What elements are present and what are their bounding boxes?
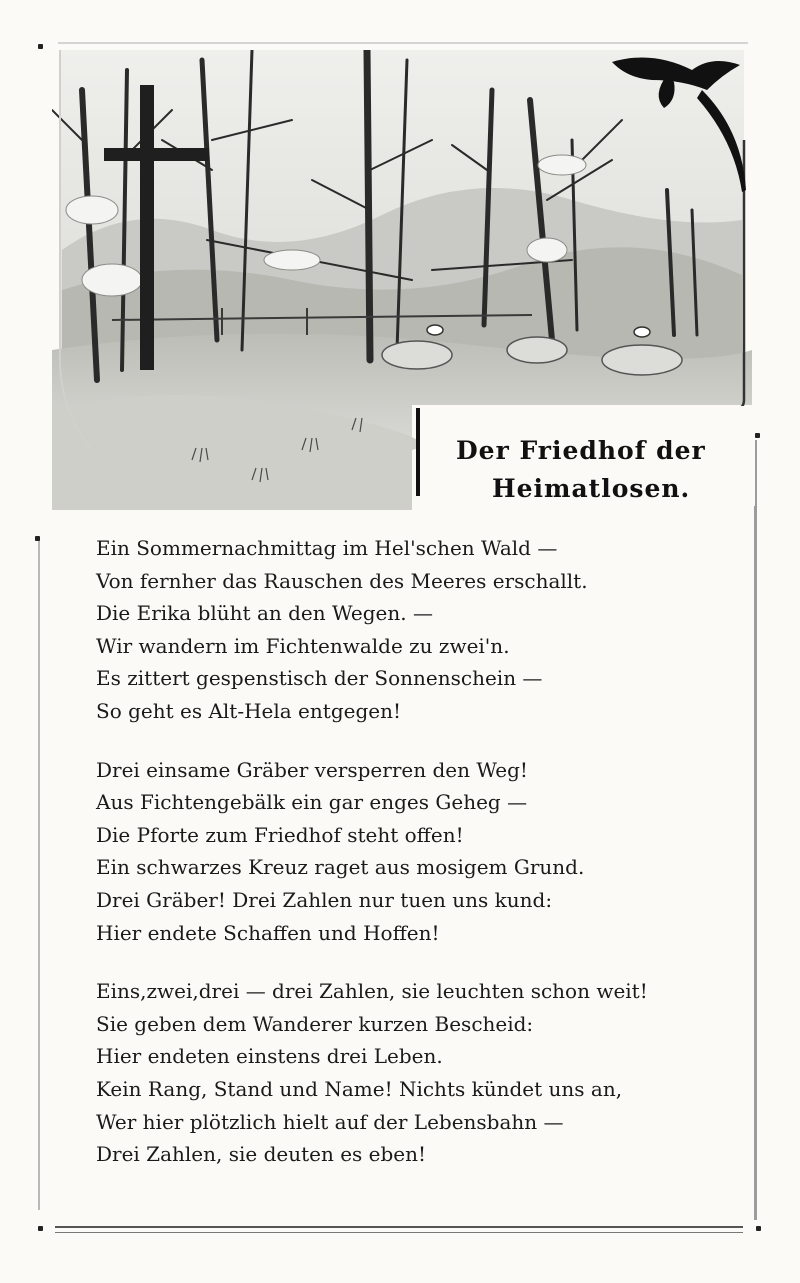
frame-left-line xyxy=(38,540,40,1210)
frame-right-line xyxy=(754,440,757,1220)
poem-line: Aus Fichtengebälk ein gar enges Geheg — xyxy=(96,790,528,815)
poem-line: Sie geben dem Wanderer kurzen Bescheid: xyxy=(96,1011,534,1036)
poem-line: Ein Sommernachmittag im Hel'schen Wald — xyxy=(96,536,558,560)
poem-line: So geht es Alt-Hela entgegen! xyxy=(96,698,402,723)
title-line-1: Der Friedhof der xyxy=(456,436,706,465)
poem-line: Die Erika blüht an den Wegen. — xyxy=(96,601,433,626)
poem-title xyxy=(456,432,746,508)
poem-line: Drei einsame Gräber versperren den Weg! xyxy=(96,757,528,782)
poem-line: Von fernher das Rauschen des Meeres erschallt. xyxy=(96,568,588,593)
poem-line: Wir wandern im Fichtenwalde zu zwei'n. xyxy=(96,633,510,658)
corner-dot xyxy=(35,536,40,541)
poem-line: Hier endeten einstens drei Leben. xyxy=(96,1044,443,1069)
frame-top-line xyxy=(58,42,748,44)
stanza-3 xyxy=(96,975,736,1171)
poem-line: Ein schwarzes Kreuz raget aus mosigem Grund. xyxy=(96,855,585,880)
stanza-2 xyxy=(96,754,736,950)
poem-body xyxy=(96,532,736,1197)
title-line-2: Heimatlosen. xyxy=(492,474,691,503)
poem-line: Drei Zahlen, sie deuten es eben! xyxy=(96,1142,427,1167)
title-accent-bar xyxy=(416,408,420,496)
stanza-1 xyxy=(96,532,736,728)
poem-line: Es zittert gespenstisch der Sonnenschein — xyxy=(96,666,543,691)
poem-line: Hier endete Schaffen und Hoffen! xyxy=(96,920,440,945)
corner-dot xyxy=(756,1226,761,1231)
poem-line: Eins,zwei,drei — drei Zahlen, sie leuchten schon weit! xyxy=(96,979,648,1004)
frame-bottom-line-thin xyxy=(55,1232,743,1233)
poem-line: Kein Rang, Stand und Name! Nichts kündet uns an, xyxy=(96,1076,623,1101)
poem-line: Die Pforte zum Friedhof steht offen! xyxy=(96,822,464,847)
frame-bottom-line xyxy=(55,1226,743,1228)
corner-dot xyxy=(38,44,43,49)
poem-line: Wer hier plötzlich hielt auf der Lebensbahn — xyxy=(96,1109,564,1134)
poem-line: Drei Gräber! Drei Zahlen nur tuen uns kund: xyxy=(96,887,553,912)
corner-dot xyxy=(38,1226,43,1231)
corner-dot xyxy=(755,433,760,438)
